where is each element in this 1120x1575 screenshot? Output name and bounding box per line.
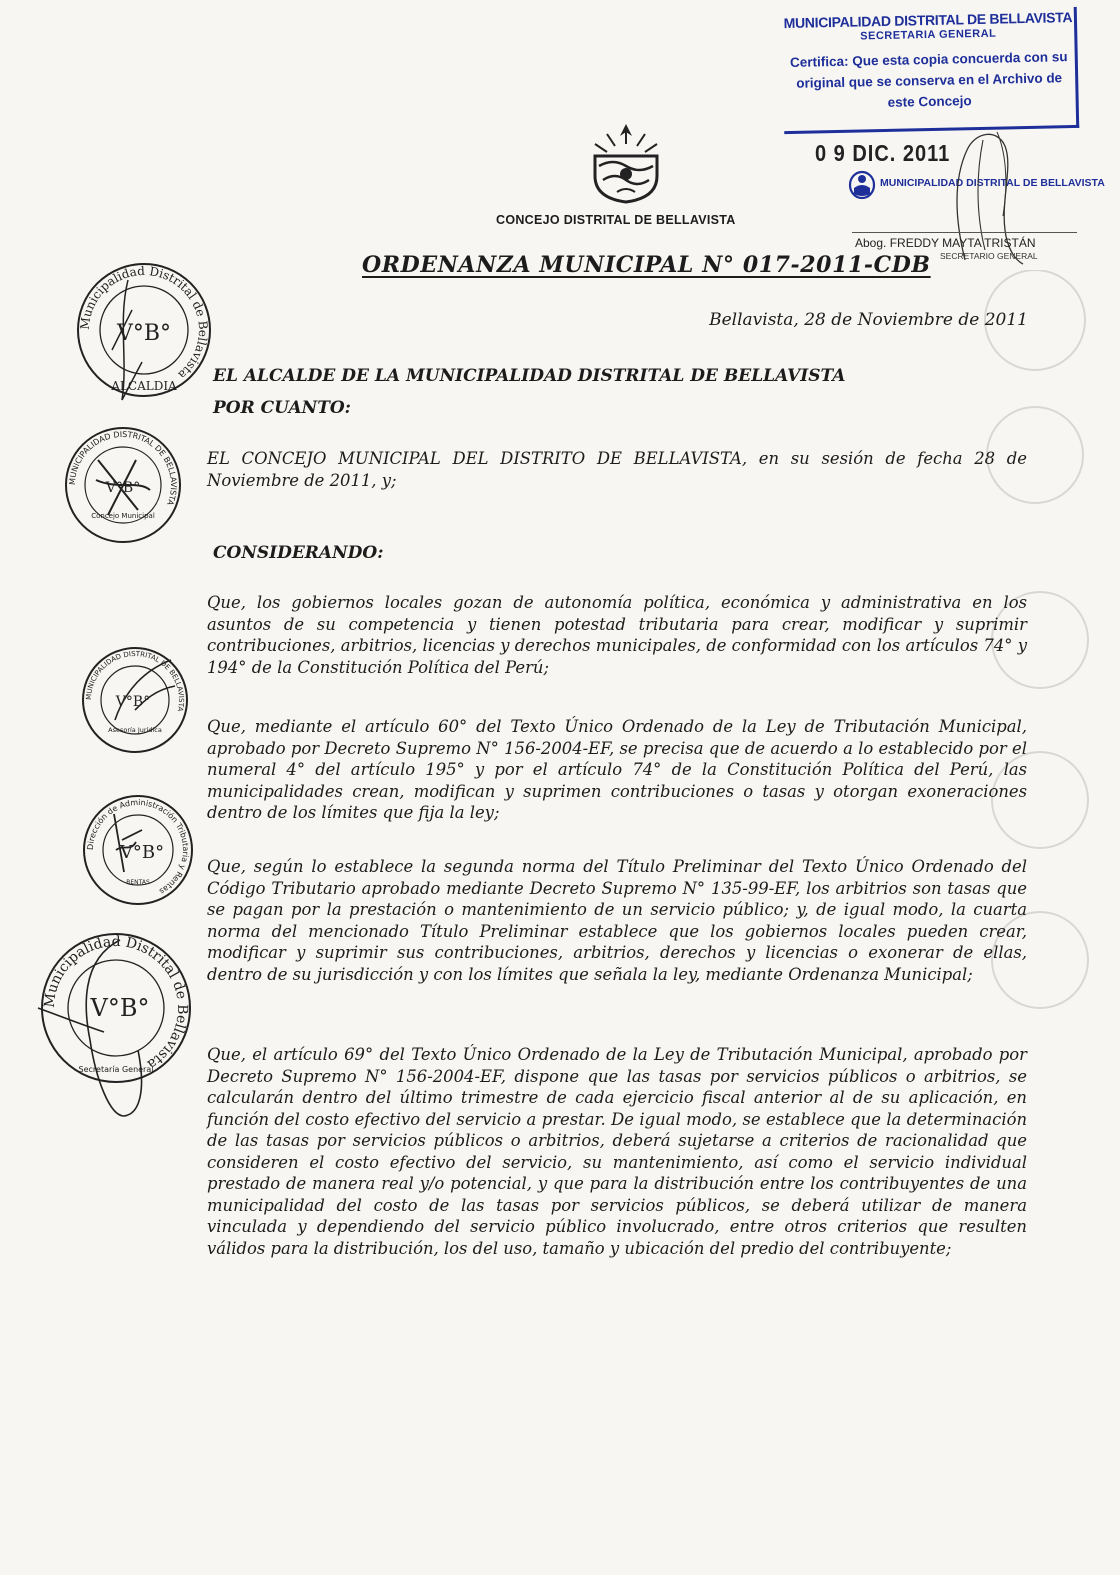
vb-stamp-rentas — [78, 790, 198, 910]
vb-stamp-inner-text: V°B° — [119, 842, 165, 863]
municipal-seal-icon — [848, 170, 876, 200]
council-crest-logo — [585, 118, 667, 204]
vb-stamp-ring-text: Municipalidad Distrital de Bellavista — [41, 933, 191, 1073]
vb-stamp-ring-text: MUNICIPALIDAD DISTRITAL DE BELLAVISTA — [67, 429, 179, 507]
vb-stamp-bottom-text: RENTAS — [126, 879, 150, 886]
vb-stamp-bottom-text: ALCALDIA — [111, 379, 177, 393]
por-cuanto-heading: POR CUANTO: — [213, 398, 351, 418]
certification-stamp-line2: SECRETARIA GENERAL — [860, 27, 997, 43]
vb-stamp-bottom-text: Secretaría General — [78, 1065, 154, 1074]
signature-line — [852, 232, 1077, 233]
place-date: Bellavista, 28 de Noviembre de 2011 — [709, 310, 1028, 330]
certification-stamp-line1: MUNICIPALIDAD DISTRITAL DE BELLAVISTA — [783, 9, 1073, 32]
vb-stamp-bottom-text: Concejo Municipal — [91, 512, 155, 520]
vb-stamp-secretaria — [20, 920, 195, 1120]
signer-name: Abog. FREDDY MAYTA TRISTÁN — [855, 236, 1036, 250]
ordinance-title: ORDENANZA MUNICIPAL N° 017-2011-CDB — [362, 252, 931, 278]
vb-stamp-alcaldia — [72, 250, 217, 410]
vb-stamp-bottom-text: Asesoría Jurídica — [108, 726, 162, 734]
vb-stamp-inner-text: V°B° — [105, 480, 141, 496]
council-name: CONCEJO DISTRITAL DE BELLAVISTA — [496, 213, 736, 227]
paragraph-2: Que, mediante el artículo 60° del Texto Único Ordenado de la Ley de Tributación Municipal, aprobado por Decreto Supremo N° 156-2004-EF, se precisa que de acuerdo a lo establecido por el numeral 4° del artículo 195° y por el artículo 74° de la Constitución Política del Perú, las municipalidades crean, modifican y suprimen contribuciones o tasas y otorgan exoneraciones dentro de los límites que fija la ley; — [207, 717, 1027, 822]
vb-stamp-concejo — [58, 420, 188, 550]
signer-title: SECRETARIO GENERAL — [940, 251, 1038, 261]
vb-stamp-inner-text: V°B° — [115, 694, 151, 710]
municipal-seal-label: MUNICIPALIDAD DISTRITAL DE BELLAVISTA — [880, 177, 1105, 189]
vb-stamp-ring-text: Dirección de Administración Tributaria y Rentas — [85, 797, 191, 897]
mayor-heading: EL ALCALDE DE LA MUNICIPALIDAD DISTRITAL DE BELLAVISTA — [213, 366, 846, 386]
paragraph-4: Que, el artículo 69° del Texto Único Ordenado de la Ley de Tributación Municipal, aprobado por Decreto Supremo N° 156-2004-EF, dispone que las tasas por servicios públicos o arbitrios, se calcularán dentro del último trimestre de cada ejercicio fiscal anterior al de su aplicación, en función del costo efectivo del servicio a prestar. De igual modo, se establece que la determinación de las tasas por servicios públicos o arbitrios, deberá sujetarse a criterios de racionalidad que consideren el costo efectivo del servicio, su mantenimiento, así como el servicio individual prestado de manera real y/o potencial, y que para la distribución entre los contribuyentes de una municipalidad del costo de las tasas por servicios públicos, se deberá utilizar de manera vinculada y dependiendo del servicio público involucrado, entre otros criterios que resulten válidos para la distribución, los del uso, tamaño y ubicación del predio del contribuyente; — [207, 1045, 1027, 1258]
vb-stamp-ring-text: Municipalidad Distrital de Bellavista — [77, 263, 211, 383]
considerando-heading: CONSIDERANDO: — [213, 543, 384, 563]
paragraph-1: Que, los gobiernos locales gozan de autonomía política, económica y administrativa en los asuntos de su competencia y tienen potestad tributaria para crear, modificar y suprimir contribuciones, arbitrios, licencias y derechos municipales, de conformidad con los artículos 74° y 194° de la Constitución Política del Perú; — [207, 593, 1027, 677]
vb-stamp-inner-text: V°B° — [90, 994, 150, 1022]
certification-stamp — [782, 7, 1079, 134]
vb-stamp-ring-text: MUNICIPALIDAD DISTRITAL DE BELLAVISTA — [84, 649, 186, 713]
vb-stamp-asesoria — [75, 640, 195, 760]
certification-date: 0 9 DIC. 2011 — [815, 141, 951, 167]
council-session-text: EL CONCEJO MUNICIPAL DEL DISTRITO DE BELLAVISTA, en su sesión de fecha 28 de Noviembre de 2011, y; — [207, 449, 1027, 490]
certification-stamp-line3: Certifica: Que esta copia concuerda con su original que se conserva en el Archivo de este Concejo — [789, 49, 1068, 110]
paragraph-3: Que, según lo establece la segunda norma del Título Preliminar del Texto Único Ordenado del Código Tributario aprobado mediante Decreto Supremo N° 135-99-EF, los arbitrios son tasas que se pagan por la prestación o mantenimiento de un servicio público; y, de igual modo, la cuarta norma del mencionado Título Preliminar establece que los gobiernos locales pueden crear, modificar y suprimir sus contribuciones, arbitrios, derechos y licencias o exonerar de ellas, dentro de su jurisdicción y con los límites que señala la ley, mediante Ordenanza Municipal; — [207, 857, 1027, 984]
vb-stamp-inner-text: V°B° — [116, 321, 172, 346]
